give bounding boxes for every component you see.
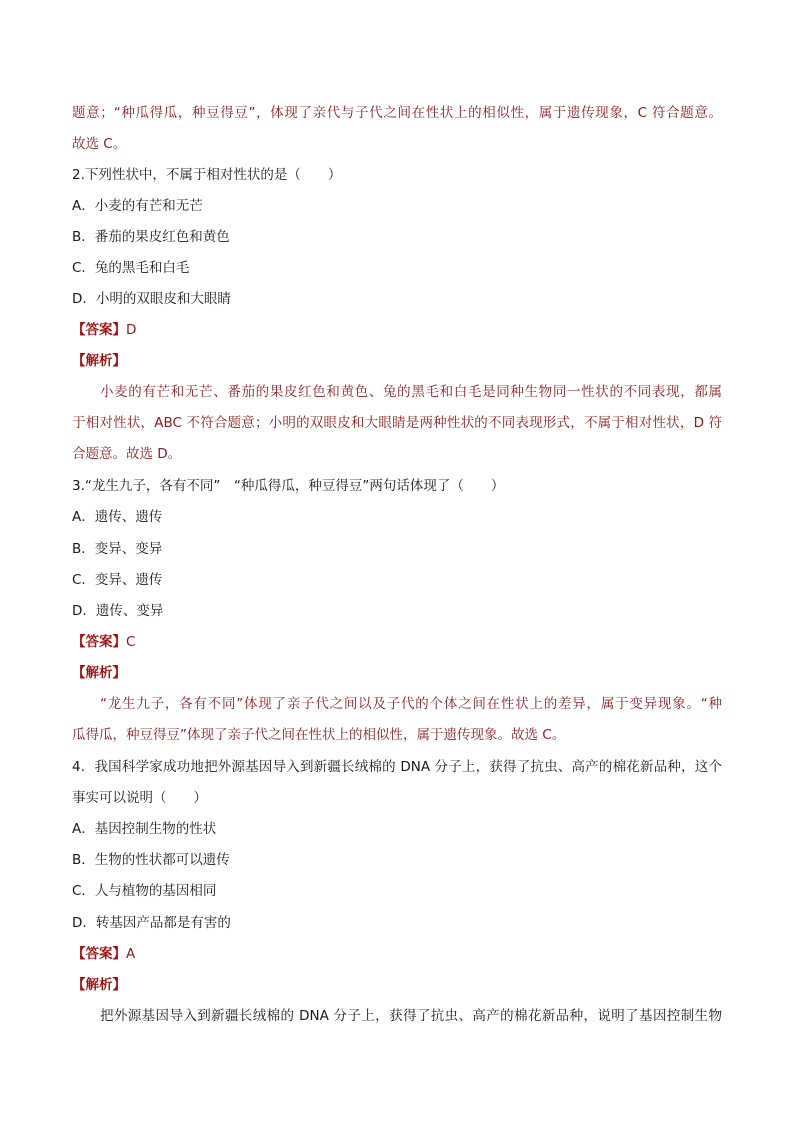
question-2-analysis-line-1: 小麦的有芒和无芒、番茄的果皮红色和黄色、兔的黑毛和白毛是同种生物同一性状的不同表现，都属 — [100, 384, 722, 400]
answer-value: C — [126, 634, 136, 650]
question-4-analysis-label: 【解析】 — [72, 977, 126, 993]
answer-value: D — [126, 322, 137, 338]
question-4-option-a: A．基因控制生物的性状 — [72, 821, 217, 837]
question-4-option-d: D．转基因产品都是有害的 — [72, 915, 231, 931]
question-2-analysis-line-3: 合题意。故选 D。 — [72, 446, 182, 462]
answer-label: 【答案】 — [72, 322, 126, 338]
question-3-option-d: D．遗传、变异 — [72, 603, 164, 619]
question-4-analysis-line-1: 把外源基因导入到新疆长绒棉的 DNA 分子上，获得了抗虫、高产的棉花新品种，说明了基因控制生物 — [100, 1008, 722, 1024]
question-4-answer — [72, 944, 135, 964]
question-3-stem: 3.“龙生九子，各有不同” “种瓜得瓜，种豆得豆”两句话体现了（ ） — [72, 478, 505, 494]
question-2-option-d: D．小明的双眼皮和大眼睛 — [72, 291, 231, 307]
question-2-analysis-line-2: 于相对性状，ABC 不符合题意；小明的双眼皮和大眼睛是两种性状的不同表现形式，不属于相对性状，D 符 — [72, 415, 722, 431]
question-2-stem: 2.下列性状中，不属于相对性状的是（ ） — [72, 167, 342, 183]
question-4-option-b: B．生物的性状都可以遗传 — [72, 852, 230, 868]
question-4-option-c: C．人与植物的基因相同 — [72, 883, 217, 899]
question-2-option-a: A．小麦的有芒和无芒 — [72, 198, 203, 214]
question-2-answer — [72, 320, 136, 340]
answer-label: 【答案】 — [72, 634, 126, 650]
prev-analysis-line-1: 题意；“种瓜得瓜，种豆得豆”，体现了亲代与子代之间在性状上的相似性，属于遗传现象，C 符合题意。 — [72, 105, 722, 121]
question-3-analysis-line-2: 瓜得瓜，种豆得豆”体现了亲子代之间在性状上的相似性，属于遗传现象。故选 C。 — [72, 727, 566, 743]
question-3-option-c: C．变异、遗传 — [72, 572, 163, 588]
question-2-option-b: B．番茄的果皮红色和黄色 — [72, 229, 230, 245]
answer-value: A — [126, 946, 136, 962]
answer-label: 【答案】 — [72, 946, 126, 962]
prev-analysis-line-2: 故选 C。 — [72, 136, 127, 152]
question-4-stem-line-2: 事实可以说明（ ） — [72, 790, 207, 806]
question-4-stem-line-1: 4．我国科学家成功地把外源基因导入到新疆长绒棉的 DNA 分子上，获得了抗虫、高产的棉花新品种，这个 — [72, 759, 722, 775]
question-3-analysis-line-1: “龙生九子，各有不同”体现了亲子代之间以及子代的个体之间在性状上的差异，属于变异现象。“种 — [100, 696, 722, 712]
question-3-option-b: B．变异、变异 — [72, 541, 163, 557]
question-2-option-c: C．兔的黑毛和白毛 — [72, 260, 190, 276]
question-3-answer — [72, 632, 135, 652]
question-3-option-a: A．遗传、遗传 — [72, 509, 163, 525]
question-2-analysis-label: 【解析】 — [72, 353, 126, 369]
question-3-analysis-label: 【解析】 — [72, 665, 126, 681]
